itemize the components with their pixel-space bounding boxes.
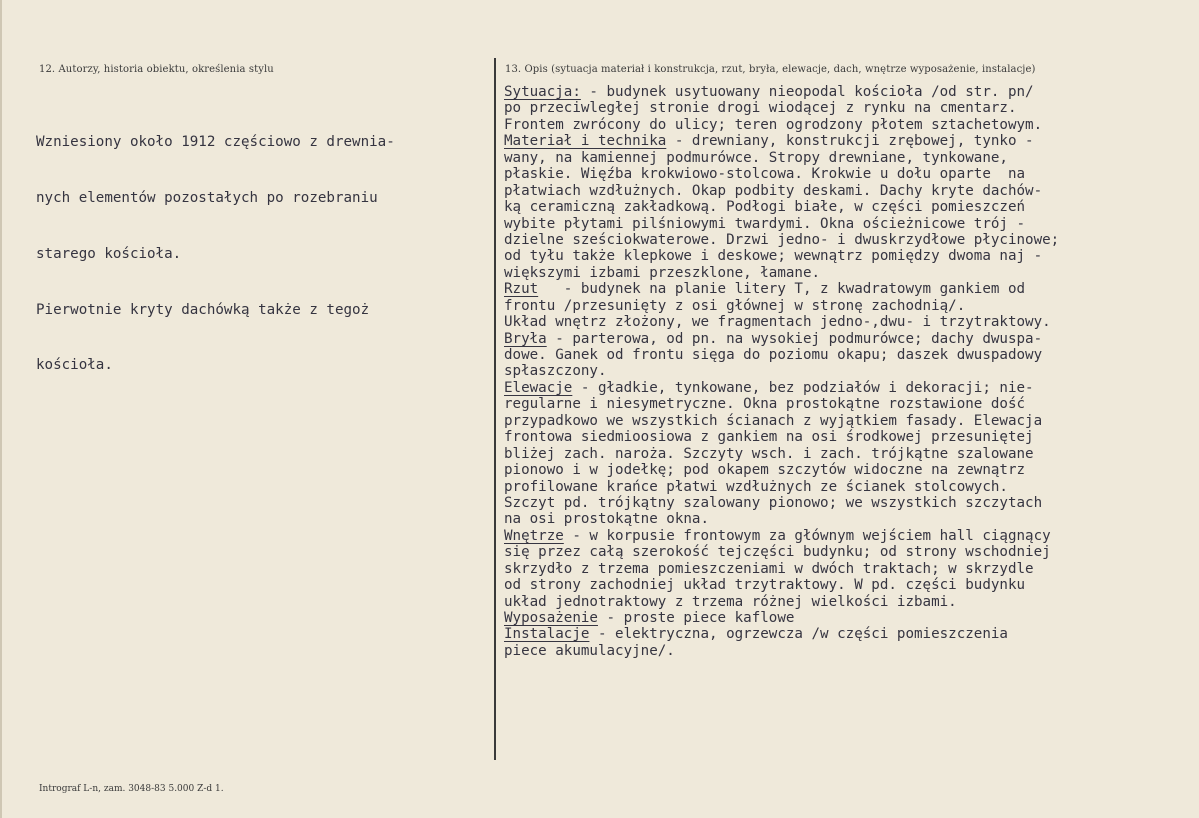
line-text: bliżej zach. naroża. Szczyty wsch. i zach. trójkątne szalowane — [504, 445, 1034, 462]
description-line — [504, 446, 1184, 462]
line-text: dowe. Ganek od frontu sięga do poziomu okapu; daszek dwuspadowy — [504, 347, 1043, 363]
line-text: - budynek na planie litery T, z kwadratowym gankiem od — [538, 281, 1026, 298]
line-text: płatwiach wzdłużnych. Okap podbity deskami. Dachy kryte dachów- — [504, 182, 1043, 199]
line-text: - parterowa, od pn. na wysokiej podmurówce; dachy dwuspa- — [546, 330, 1043, 347]
section-heading: Elewacje — [504, 379, 573, 396]
history-line: Pierwotnie kryty dachówką także z tegoż — [36, 301, 370, 318]
line-text: na osi prostokątne okna. — [504, 511, 709, 528]
description-line — [504, 150, 1184, 166]
history-line: Wzniesiony około 1912 częściowo z drewnia- — [36, 134, 395, 151]
description-line — [504, 281, 1184, 297]
description-line — [504, 216, 1184, 232]
line-text: - proste piece kaflowe — [597, 610, 795, 626]
description-line — [504, 166, 1184, 182]
line-text: od tyłu także klepkowe i deskowe; wewnątrz pomiędzy dwoma naj - — [504, 248, 1043, 265]
description-line — [504, 594, 1184, 610]
description-line — [504, 314, 1184, 330]
section-heading: Wyposażenie — [504, 610, 598, 626]
line-text: - elektryczna, ogrzewcza /w części pomieszczenia — [589, 626, 1008, 643]
line-text: spłaszczony. — [504, 363, 607, 380]
history-line: starego kościoła. — [36, 245, 182, 262]
line-text: się przez całą szerokość tejczęści budynku; od strony wschodniej — [504, 544, 1051, 561]
history-line: nych elementów pozostałych po rozebraniu — [36, 189, 378, 206]
description-line — [504, 183, 1184, 199]
description-text — [504, 84, 1184, 659]
line-text: wany, na kamiennej podmurówce. Stropy drewniane, tynkowane, — [504, 149, 1008, 166]
line-text: skrzydło z trzema pomieszczeniami w dwóch traktach; w skrzydle — [504, 560, 1034, 577]
description-line — [504, 544, 1184, 560]
history-text — [36, 96, 476, 412]
description-line — [504, 298, 1184, 314]
line-text: przypadkowo we wszystkich ścianach z wyjątkiem fasady. Elewacja — [504, 412, 1043, 429]
line-text: Układ wnętrz złożony, we fragmentach jedno-,dwu- i trzytraktowy. — [504, 314, 1051, 331]
line-text: piece akumulacyjne/. — [504, 642, 675, 659]
description-line — [504, 100, 1184, 116]
line-text: po przeciwległej stronie drogi wiodącej z rynku na cmentarz. — [504, 100, 1017, 117]
description-line — [504, 331, 1184, 347]
line-text: regularne i niesymetryczne. Okna prostokątne rozstawione dość — [504, 396, 1026, 413]
description-line — [504, 561, 1184, 577]
section-heading: Materiał i technika — [504, 133, 667, 150]
left-column-header: 12. Autorzy, historia obiektu, określenia stylu — [39, 64, 274, 75]
description-line — [504, 626, 1184, 642]
section-heading: Bryła — [504, 330, 547, 347]
line-text: - budynek usytuowany nieopodal kościoła /od str. pn/ — [580, 84, 1034, 100]
description-line — [504, 347, 1184, 363]
section-heading: Sytuacja: — [504, 84, 581, 100]
description-line — [504, 133, 1184, 149]
description-line — [504, 528, 1184, 544]
line-text: Szczyt pd. trójkątny szalowany pionowo; we wszystkich szczytach — [504, 494, 1043, 511]
line-text: wybite płytami pilśniowymi twardymi. Okna ościeżnicowe trój - — [504, 215, 1026, 232]
description-line — [504, 380, 1184, 396]
description-line — [504, 413, 1184, 429]
line-text: większymi izbami przeszklone, łamane. — [504, 264, 821, 281]
description-line — [504, 479, 1184, 495]
description-line — [504, 363, 1184, 379]
line-text: - gładkie, tynkowane, bez podziałów i dekoracji; nie- — [572, 379, 1034, 396]
description-line — [504, 462, 1184, 478]
line-text: - w korpusie frontowym za głównym wejściem hall ciągnący — [563, 527, 1051, 544]
column-divider — [494, 58, 496, 760]
right-column-header: 13. Opis (sytuacja materiał i konstrukcja, rzut, bryła, elewacje, dach, wnętrze wyposażenie, instalacje) — [505, 64, 1036, 75]
description-line — [504, 511, 1184, 527]
section-heading: Instalacje — [504, 626, 590, 643]
print-footer: Intrograf L-n, zam. 3048-83 5.000 Z-d 1. — [39, 784, 224, 794]
line-text: pionowo i w jodełkę; pod okapem szczytów widoczne na zewnątrz — [504, 462, 1026, 479]
description-line — [504, 84, 1184, 100]
description-line — [504, 495, 1184, 511]
line-text: układ jednotraktowy z trzema różnej wielkości izbami. — [504, 593, 957, 610]
description-line — [504, 199, 1184, 215]
line-text: frontu /przesunięty z osi głównej w stronę zachodnią/. — [504, 297, 966, 314]
section-heading: Rzut — [504, 281, 539, 298]
description-line — [504, 117, 1184, 133]
line-text: profilowane krańce płatwi wzdłużnych ze ścianek stolcowych. — [504, 478, 1008, 495]
description-line — [504, 577, 1184, 593]
description-line — [504, 396, 1184, 412]
description-line — [504, 429, 1184, 445]
description-line — [504, 232, 1184, 248]
line-text: płaskie. Więźba krokwiowo-stolcowa. Krokwie u dołu oparte na — [504, 166, 1026, 183]
description-line — [504, 610, 1184, 626]
line-text: od strony zachodniej układ trzytraktowy. W pd. części budynku — [504, 577, 1026, 594]
line-text: dzielne sześciokwaterowe. Drzwi jedno- i dwuskrzydłowe płycinowe; — [504, 231, 1060, 248]
description-line — [504, 265, 1184, 281]
line-text: - drewniany, konstrukcji zrębowej, tynko - — [666, 133, 1034, 150]
history-line: kościoła. — [36, 357, 113, 374]
line-text: ką ceramiczną zakładkową. Podłogi białe, w części pomieszczeń — [504, 199, 1026, 216]
line-text: frontowa siedmioosiowa z gankiem na osi środkowej przesuniętej — [504, 429, 1034, 446]
description-line — [504, 248, 1184, 264]
description-line — [504, 643, 1184, 659]
section-heading: Wnętrze — [504, 527, 564, 544]
line-text: Frontem zwrócony do ulicy; teren ogrodzony płotem sztachetowym. — [504, 116, 1043, 133]
